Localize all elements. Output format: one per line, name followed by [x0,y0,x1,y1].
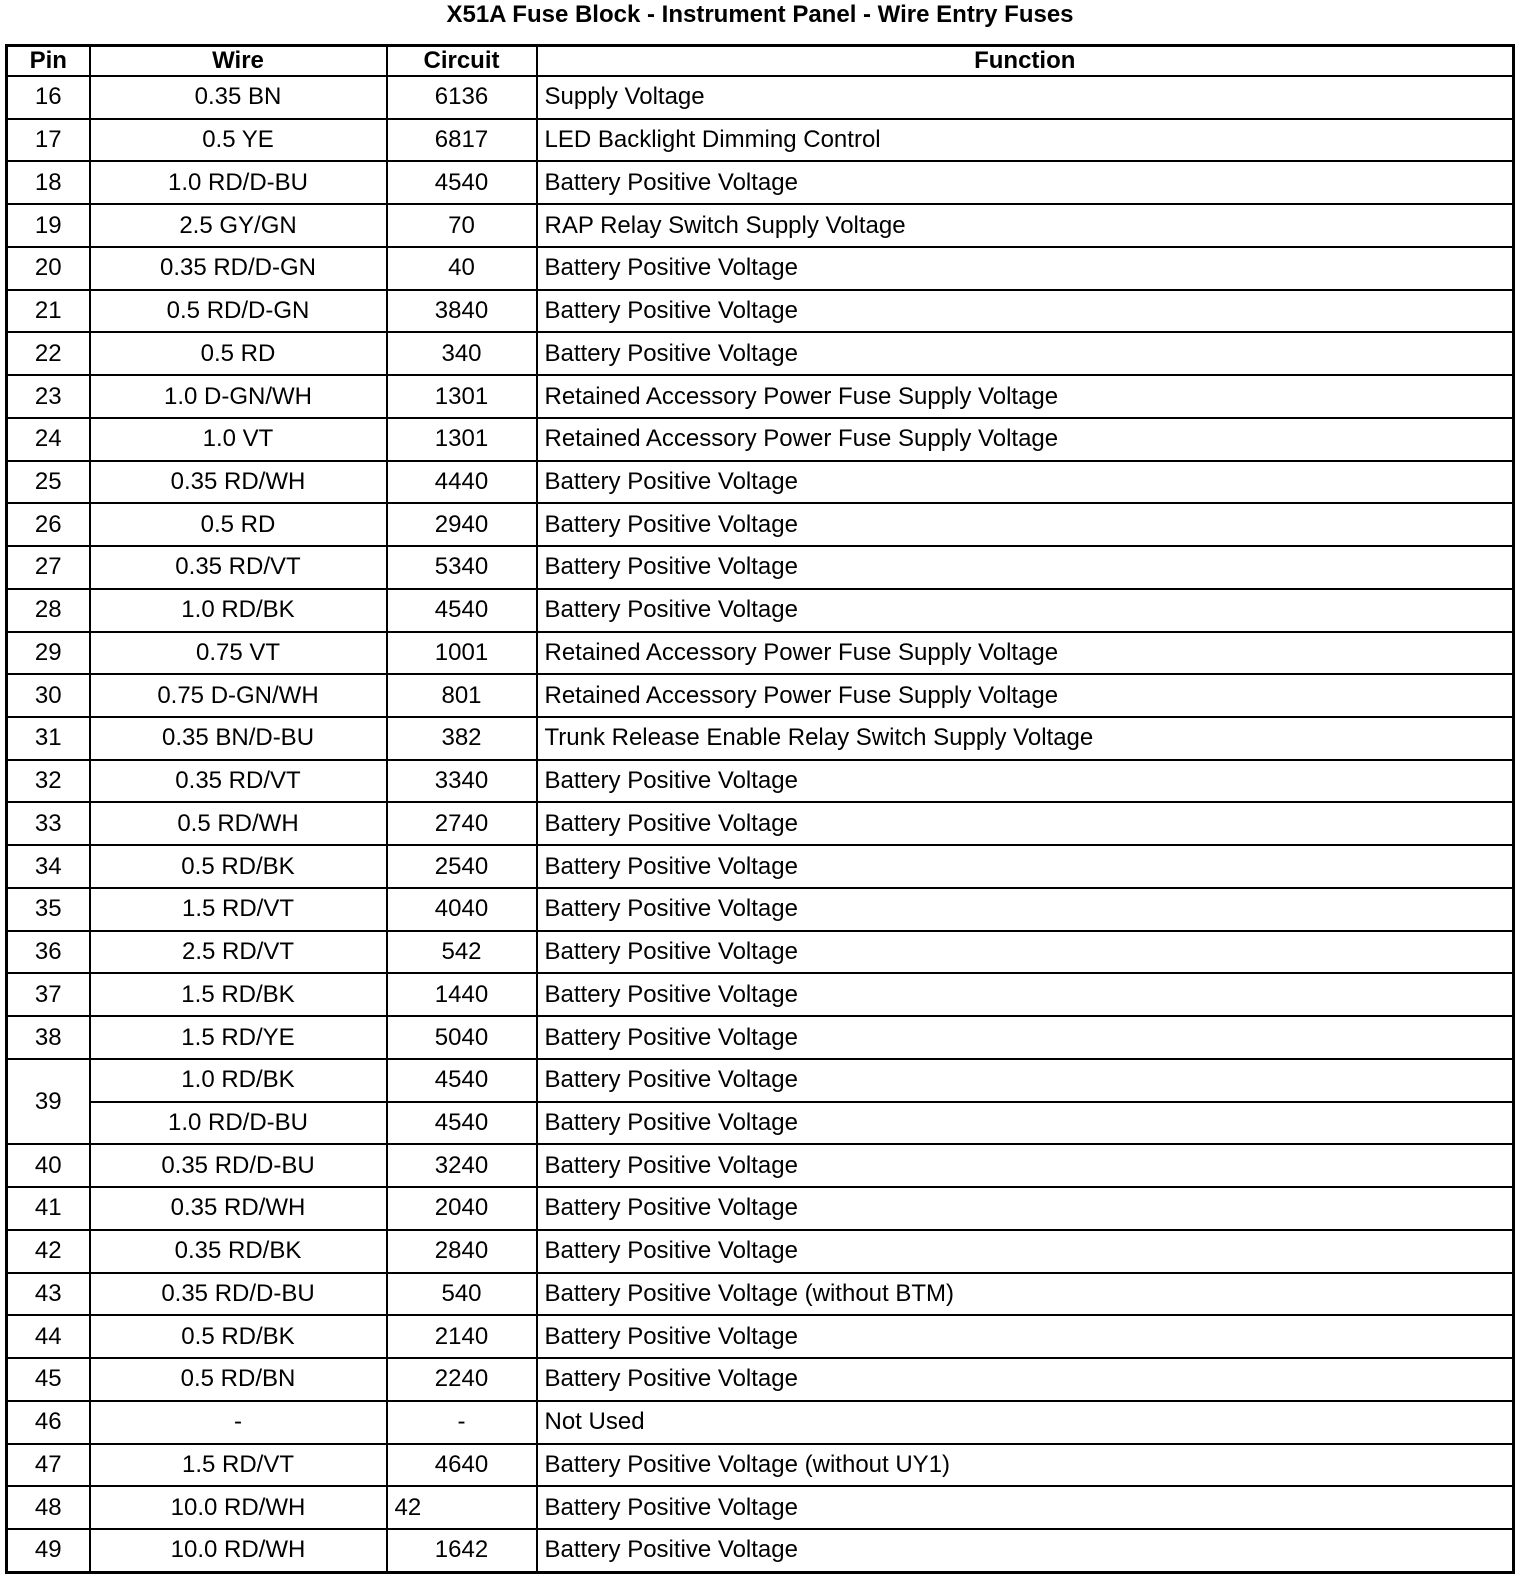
header-row [7,46,1514,77]
wire-cell: 1.0 VT [90,418,387,461]
circuit-cell: - [387,1401,537,1444]
pin-cell: 26 [7,503,90,546]
pin-cell: 42 [7,1230,90,1273]
function-cell: Battery Positive Voltage [537,760,1514,803]
function-cell: Battery Positive Voltage [537,1315,1514,1358]
wire-cell: 0.35 BN/D-BU [90,717,387,760]
table-row [7,845,1514,888]
circuit-cell: 382 [387,717,537,760]
function-cell: Battery Positive Voltage [537,1358,1514,1401]
function-cell: Battery Positive Voltage [537,503,1514,546]
circuit-cell: 4040 [387,888,537,931]
table-title: X51A Fuse Block - Instrument Panel - Wire Entry Fuses [446,1,1074,28]
circuit-cell: 801 [387,674,537,717]
wire-cell: 0.35 BN [90,76,387,119]
wire-cell: 1.0 RD/BK [90,589,387,632]
wire-cell: 0.5 RD/BK [90,845,387,888]
function-cell: Battery Positive Voltage [537,1144,1514,1187]
circuit-cell: 3840 [387,290,537,333]
wire-cell: 2.5 GY/GN [90,204,387,247]
wire-cell: 0.5 RD/D-GN [90,290,387,333]
function-cell: Battery Positive Voltage [537,888,1514,931]
wire-cell: 1.0 RD/BK [90,1059,387,1102]
function-cell: Battery Positive Voltage [537,247,1514,290]
pin-cell: 25 [7,461,90,504]
wire-cell: 0.5 RD/WH [90,802,387,845]
table-row [7,1444,1514,1487]
function-cell: Battery Positive Voltage [537,332,1514,375]
pin-cell: 24 [7,418,90,461]
table-row [7,375,1514,418]
function-cell: Battery Positive Voltage (without BTM) [537,1273,1514,1316]
circuit-cell: 40 [387,247,537,290]
pin-cell: 21 [7,290,90,333]
circuit-cell: 2140 [387,1315,537,1358]
fuse-table [5,44,1515,1574]
function-cell: RAP Relay Switch Supply Voltage [537,204,1514,247]
wire-cell: 1.5 RD/YE [90,1016,387,1059]
wire-cell: 10.0 RD/WH [90,1486,387,1529]
pin-cell: 36 [7,931,90,974]
pin-cell: 46 [7,1401,90,1444]
wire-cell: 0.35 RD/D-GN [90,247,387,290]
pin-cell: 29 [7,632,90,675]
wire-cell: 1.5 RD/VT [90,1444,387,1487]
function-cell: Battery Positive Voltage [537,1230,1514,1273]
pin-cell: 17 [7,119,90,162]
wire-cell: 0.35 RD/WH [90,461,387,504]
function-cell: Battery Positive Voltage [537,845,1514,888]
circuit-cell: 5340 [387,546,537,589]
table-row [7,1144,1514,1187]
pin-cell: 27 [7,546,90,589]
circuit-cell: 2840 [387,1230,537,1273]
circuit-cell: 6136 [387,76,537,119]
circuit-cell: 70 [387,204,537,247]
table-row [7,204,1514,247]
function-cell: Battery Positive Voltage (without UY1) [537,1444,1514,1487]
function-cell: Battery Positive Voltage [537,1529,1514,1573]
function-cell: Battery Positive Voltage [537,290,1514,333]
pin-cell: 44 [7,1315,90,1358]
wire-cell: 2.5 RD/VT [90,931,387,974]
table-row [7,1315,1514,1358]
function-cell: Not Used [537,1401,1514,1444]
wire-cell: 0.35 RD/D-BU [90,1273,387,1316]
pin-cell: 48 [7,1486,90,1529]
wire-cell: 0.35 RD/WH [90,1187,387,1230]
pin-cell: 28 [7,589,90,632]
pin-cell: 37 [7,973,90,1016]
wire-cell: 1.5 RD/BK [90,973,387,1016]
function-cell: Retained Accessory Power Fuse Supply Voltage [537,418,1514,461]
circuit-cell: 542 [387,931,537,974]
wire-cell: 0.35 RD/VT [90,546,387,589]
circuit-cell: 42 [387,1486,537,1529]
function-cell: Supply Voltage [537,76,1514,119]
circuit-cell: 340 [387,332,537,375]
circuit-cell: 1301 [387,375,537,418]
pin-cell: 39 [7,1059,90,1144]
table-row [7,546,1514,589]
table-row [7,1230,1514,1273]
circuit-cell: 4440 [387,461,537,504]
table-row [7,1102,1514,1145]
circuit-cell: 1440 [387,973,537,1016]
wire-cell: - [90,1401,387,1444]
pin-cell: 40 [7,1144,90,1187]
function-cell: Battery Positive Voltage [537,973,1514,1016]
column-header-circuit: Circuit [387,46,537,77]
circuit-cell: 4540 [387,589,537,632]
pin-cell: 43 [7,1273,90,1316]
circuit-cell: 1001 [387,632,537,675]
table-row [7,1486,1514,1529]
circuit-cell: 2540 [387,845,537,888]
function-cell: Battery Positive Voltage [537,1486,1514,1529]
function-cell: Retained Accessory Power Fuse Supply Voltage [537,632,1514,675]
pin-cell: 33 [7,802,90,845]
table-row [7,674,1514,717]
pin-cell: 22 [7,332,90,375]
wire-cell: 1.0 D-GN/WH [90,375,387,418]
table-row [7,503,1514,546]
function-cell: LED Backlight Dimming Control [537,119,1514,162]
table-row [7,632,1514,675]
table-header [7,46,1514,77]
circuit-cell: 4640 [387,1444,537,1487]
circuit-cell: 1642 [387,1529,537,1573]
table-row [7,717,1514,760]
pin-cell: 32 [7,760,90,803]
table-row [7,1529,1514,1573]
wire-cell: 0.35 RD/BK [90,1230,387,1273]
pin-cell: 49 [7,1529,90,1573]
table-row [7,888,1514,931]
function-cell: Battery Positive Voltage [537,802,1514,845]
table-row [7,290,1514,333]
wire-cell: 0.5 RD/BN [90,1358,387,1401]
table-row [7,802,1514,845]
pin-cell: 30 [7,674,90,717]
table-row [7,161,1514,204]
function-cell: Trunk Release Enable Relay Switch Supply Voltage [537,717,1514,760]
wire-cell: 1.0 RD/D-BU [90,1102,387,1145]
table-row [7,1187,1514,1230]
table-row [7,1059,1514,1102]
function-cell: Retained Accessory Power Fuse Supply Voltage [537,674,1514,717]
circuit-cell: 2740 [387,802,537,845]
wire-cell: 0.5 RD [90,503,387,546]
table-row [7,973,1514,1016]
circuit-cell: 2940 [387,503,537,546]
function-cell: Battery Positive Voltage [537,931,1514,974]
table-row [7,931,1514,974]
pin-cell: 45 [7,1358,90,1401]
circuit-cell: 1301 [387,418,537,461]
function-cell: Retained Accessory Power Fuse Supply Voltage [537,375,1514,418]
wire-cell: 1.5 RD/VT [90,888,387,931]
wire-cell: 0.35 RD/VT [90,760,387,803]
table-row [7,760,1514,803]
table-row [7,332,1514,375]
wire-cell: 0.75 VT [90,632,387,675]
function-cell: Battery Positive Voltage [537,1102,1514,1145]
wire-cell: 0.5 RD [90,332,387,375]
function-cell: Battery Positive Voltage [537,1187,1514,1230]
pin-cell: 38 [7,1016,90,1059]
table-row [7,1273,1514,1316]
circuit-cell: 3340 [387,760,537,803]
pin-cell: 23 [7,375,90,418]
wire-cell: 0.75 D-GN/WH [90,674,387,717]
table-row [7,418,1514,461]
table-row [7,461,1514,504]
circuit-cell: 3240 [387,1144,537,1187]
table-row [7,1401,1514,1444]
wire-cell: 1.0 RD/D-BU [90,161,387,204]
column-header-function: Function [537,46,1514,77]
pin-cell: 20 [7,247,90,290]
circuit-cell: 2040 [387,1187,537,1230]
circuit-cell: 4540 [387,1102,537,1145]
function-cell: Battery Positive Voltage [537,1016,1514,1059]
table-row [7,589,1514,632]
wire-cell: 0.5 YE [90,119,387,162]
wire-cell: 0.5 RD/BK [90,1315,387,1358]
pin-cell: 19 [7,204,90,247]
circuit-cell: 6817 [387,119,537,162]
circuit-cell: 540 [387,1273,537,1316]
function-cell: Battery Positive Voltage [537,461,1514,504]
pin-cell: 35 [7,888,90,931]
circuit-cell: 4540 [387,1059,537,1102]
pin-cell: 47 [7,1444,90,1487]
wire-cell: 0.35 RD/D-BU [90,1144,387,1187]
pin-cell: 41 [7,1187,90,1230]
table-row [7,119,1514,162]
table-row [7,1016,1514,1059]
wire-cell: 10.0 RD/WH [90,1529,387,1573]
circuit-cell: 5040 [387,1016,537,1059]
pin-cell: 16 [7,76,90,119]
function-cell: Battery Positive Voltage [537,546,1514,589]
pin-cell: 18 [7,161,90,204]
table-body [7,76,1514,1573]
circuit-cell: 4540 [387,161,537,204]
pin-cell: 31 [7,717,90,760]
pin-cell: 34 [7,845,90,888]
table-row [7,76,1514,119]
column-header-pin: Pin [7,46,90,77]
function-cell: Battery Positive Voltage [537,589,1514,632]
function-cell: Battery Positive Voltage [537,161,1514,204]
table-row [7,1358,1514,1401]
column-header-wire: Wire [90,46,387,77]
circuit-cell: 2240 [387,1358,537,1401]
table-row [7,247,1514,290]
function-cell: Battery Positive Voltage [537,1059,1514,1102]
